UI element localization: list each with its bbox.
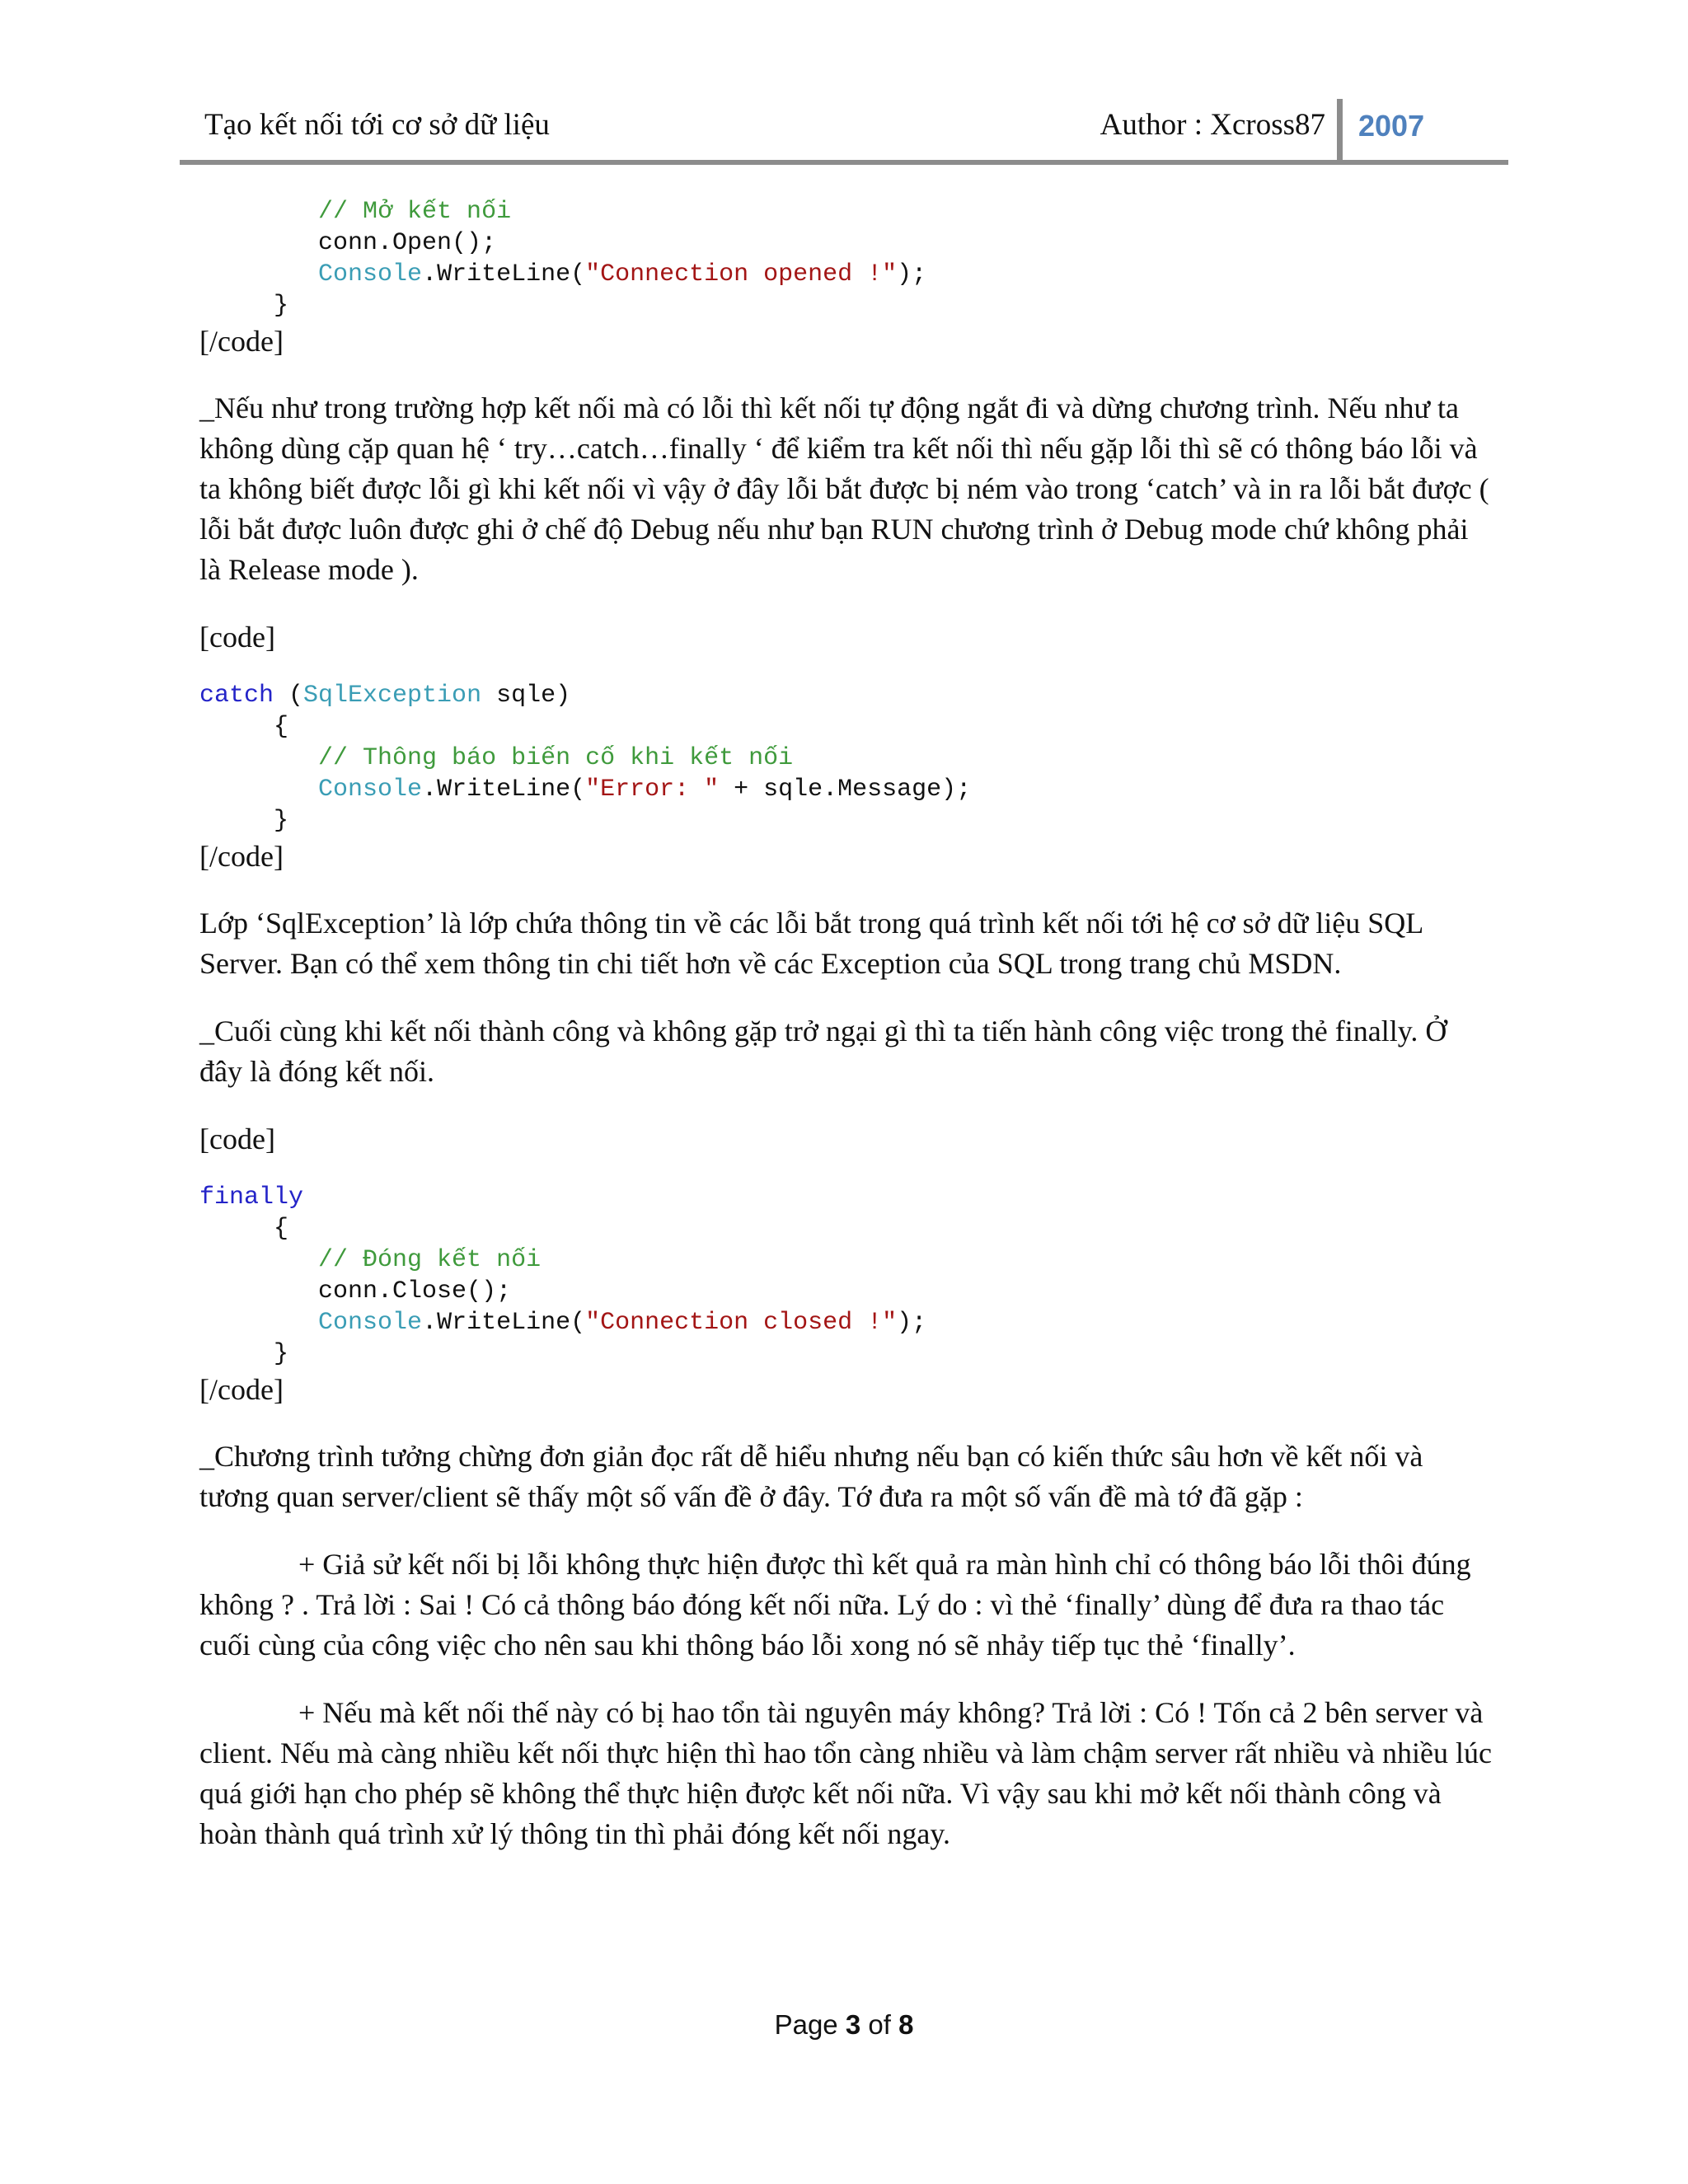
header-title: Tạo kết nối tới cơ sở dữ liệu: [204, 108, 550, 142]
code-method: .WriteLine(: [422, 776, 586, 804]
header-year: 2007: [1358, 109, 1425, 143]
code-open-tag: [code]: [199, 1122, 275, 1155]
code-line: conn.Close();: [318, 1277, 512, 1305]
code-rest: + sqle.Message);: [719, 776, 972, 804]
code-line-end: );: [897, 260, 927, 288]
footer-of-word: of: [868, 2009, 891, 2040]
code-block-open-connection: [199, 196, 1493, 321]
code-brace: }: [274, 807, 289, 835]
code-string: "Connection opened !": [585, 260, 898, 288]
paragraph-sqlexception: Lớp ‘SqlException’ là lớp chứa thông tin về các lỗi bắt trong quá trình kết nối tới hệ cơ sở dữ liệu SQL Server. Bạn có thể xem thông tin chi tiết hơn về các Exception của SQL trong trang chủ MSDN.: [199, 907, 1423, 980]
code-brace: {: [274, 713, 289, 741]
footer-page-number: 3: [845, 2009, 861, 2040]
code-brace: }: [274, 1340, 289, 1368]
code-type: SqlException: [303, 682, 482, 710]
paragraph-finally-intro: _Cuối cùng khi kết nối thành công và không gặp trở ngại gì thì ta tiến hành công việc trong thẻ finally. Ở đây là đóng kết nối.: [199, 1015, 1447, 1088]
paragraph-issue-two: + Nếu mà kết nối thế này có bị hao tổn tài nguyên máy không? Trả lời : Có ! Tốn cả 2 bên server và client. Nếu mà càng nhiều kết nối thực hiện thì hao tổn càng nhiều và làm chậm server rất nhiều và nhiều lúc quá giới hạn cho phép sẽ không thể thực hiện được kết nối nữa. Vì vậy sau khi mở kết nối thành công và hoàn thành quá trình xử lý thông tin thì phải đóng kết nối ngay.: [199, 1696, 1492, 1850]
paragraph-issue-one: + Giả sử kết nối bị lỗi không thực hiện được thì kết quả ra màn hình chỉ có thông báo lỗi thôi đúng không ? . Trả lời : Sai ! Có cả thông báo đóng kết nối nữa. Lý do : vì thẻ ‘finally’ dùng để đưa ra thao tác cuối cùng của công việc cho nên sau khi thông báo lỗi xong nó sẽ nhảy tiếp tục thẻ ‘finally’.: [199, 1548, 1471, 1661]
code-close-tag: [/code]: [199, 840, 284, 873]
footer-page-total: 8: [898, 2009, 914, 2040]
code-paren: (: [274, 682, 304, 710]
header-author: Author : Xcross87: [1100, 108, 1325, 142]
code-type: Console: [318, 260, 423, 288]
footer-page-word: Page: [774, 2009, 838, 2040]
page-content: [199, 196, 1493, 1854]
code-brace: {: [274, 1215, 289, 1243]
code-param: sqle): [481, 682, 571, 710]
code-keyword: catch: [199, 682, 274, 710]
code-brace: }: [274, 292, 289, 320]
code-keyword: finally: [199, 1183, 304, 1212]
code-comment: // Đóng kết nối: [318, 1246, 542, 1274]
code-line: conn.Open();: [318, 229, 497, 257]
header-divider: [1337, 99, 1343, 162]
code-block-catch: [199, 680, 1493, 837]
page-footer: [0, 2009, 1688, 2041]
code-open-tag: [code]: [199, 621, 275, 654]
code-method: .WriteLine(: [422, 1309, 586, 1337]
paragraph-try-catch-explanation: _Nếu như trong trường hợp kết nối mà có lỗi thì kết nối tự động ngắt đi và dừng chương trình. Nếu như ta không dùng cặp quan hệ ‘ try…catch…finally ‘ để kiểm tra kết nối thì nếu gặp lỗi thì sẽ có thông báo lỗi và ta không biết được lỗi gì khi kết nối vì vậy ở đây lỗi bắt được bị ném vào trong ‘catch’ và in ra lỗi bắt được ( lỗi bắt được luôn được ghi ở chế độ Debug nếu như bạn RUN chương trình ở Debug mode chứ không phải là Release mode ).: [199, 391, 1489, 586]
code-type: Console: [318, 1309, 423, 1337]
code-close-tag: [/code]: [199, 1373, 284, 1406]
code-close-tag: [/code]: [199, 325, 284, 358]
code-string: "Error: ": [585, 776, 720, 804]
code-block-finally: [199, 1182, 1493, 1370]
page-header: [180, 99, 1508, 165]
header-rule: [180, 160, 1508, 165]
code-comment: // Thông báo biến cố khi kết nối: [318, 744, 794, 772]
paragraph-issues-intro: _Chương trình tưởng chừng đơn giản đọc rất dễ hiểu nhưng nếu bạn có kiến thức sâu hơn về kết nối và tương quan server/client sẽ thấy một số vấn đề ở đây. Tớ đưa ra một số vấn đề mà tớ đã gặp :: [199, 1440, 1423, 1513]
code-line-end: );: [897, 1309, 927, 1337]
code-method: .WriteLine(: [422, 260, 586, 288]
code-comment: // Mở kết nối: [318, 198, 512, 226]
code-string: "Connection closed !": [585, 1309, 898, 1337]
code-type: Console: [318, 776, 423, 804]
